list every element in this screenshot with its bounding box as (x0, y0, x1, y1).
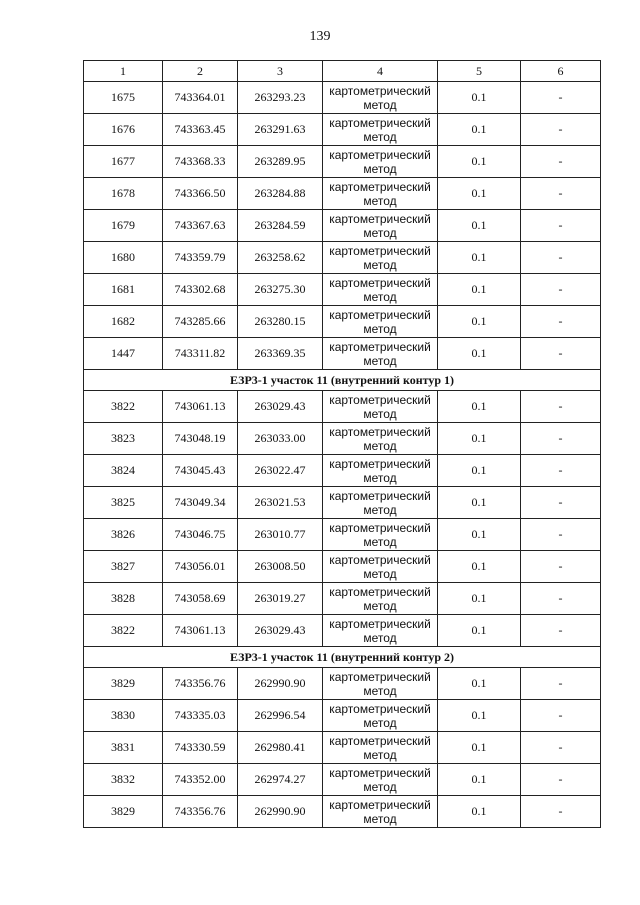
method-text-line1: картометрический (329, 211, 431, 226)
column-header: 5 (438, 61, 521, 82)
point-number-cell: 3831 (84, 732, 163, 764)
x-coordinate-cell: 743368.33 (163, 146, 238, 178)
method-cell (323, 274, 438, 306)
accuracy-cell: 0.1 (438, 423, 521, 455)
table-row (84, 423, 601, 455)
method-text-line2: метод (363, 97, 397, 112)
page-number: 139 (309, 29, 331, 44)
method-text-line1: картометрический (329, 456, 431, 471)
note-cell: - (521, 615, 601, 647)
method-cell (323, 338, 438, 370)
table-row (84, 114, 601, 146)
point-number-cell: 1676 (84, 114, 163, 146)
method-text-line2: метод (363, 225, 397, 240)
column-header: 2 (163, 61, 238, 82)
y-coordinate-cell: 263033.00 (238, 423, 323, 455)
x-coordinate-cell: 743058.69 (163, 583, 238, 615)
x-coordinate-cell: 743363.45 (163, 114, 238, 146)
y-coordinate-cell: 262996.54 (238, 700, 323, 732)
method-text-line2: метод (363, 566, 397, 581)
section-title: ЕЗР3-1 участок 11 (внутренний контур 1) (84, 370, 601, 391)
y-coordinate-cell: 263280.15 (238, 306, 323, 338)
method-text-line1: картометрический (329, 147, 431, 162)
x-coordinate-cell: 743048.19 (163, 423, 238, 455)
method-cell (323, 551, 438, 583)
note-cell: - (521, 423, 601, 455)
method-cell (323, 487, 438, 519)
note-cell: - (521, 114, 601, 146)
table-row (84, 338, 601, 370)
method-text-line2: метод (363, 406, 397, 421)
method-cell (323, 114, 438, 146)
accuracy-cell: 0.1 (438, 210, 521, 242)
table-row (84, 455, 601, 487)
accuracy-cell: 0.1 (438, 242, 521, 274)
accuracy-cell: 0.1 (438, 391, 521, 423)
y-coordinate-cell: 262980.41 (238, 732, 323, 764)
y-coordinate-cell: 262974.27 (238, 764, 323, 796)
method-text-line1: картометрический (329, 424, 431, 439)
x-coordinate-cell: 743366.50 (163, 178, 238, 210)
y-coordinate-cell: 262990.90 (238, 668, 323, 700)
method-cell (323, 519, 438, 551)
x-coordinate-cell: 743046.75 (163, 519, 238, 551)
method-text-line1: картометрический (329, 669, 431, 684)
method-cell (323, 615, 438, 647)
method-text-line2: метод (363, 438, 397, 453)
table-row (84, 700, 601, 732)
method-text-line2: метод (363, 161, 397, 176)
method-text-line1: картометрический (329, 733, 431, 748)
coordinates-table (83, 60, 601, 828)
table-row (84, 487, 601, 519)
point-number-cell: 3827 (84, 551, 163, 583)
point-number-cell: 3832 (84, 764, 163, 796)
note-cell: - (521, 700, 601, 732)
table-row (84, 583, 601, 615)
method-text-line2: метод (363, 353, 397, 368)
note-cell: - (521, 306, 601, 338)
method-text-line1: картометрический (329, 488, 431, 503)
method-text-line2: метод (363, 257, 397, 272)
column-number-row (84, 61, 601, 82)
accuracy-cell: 0.1 (438, 615, 521, 647)
point-number-cell: 1675 (84, 82, 163, 114)
note-cell: - (521, 391, 601, 423)
method-text-line2: метод (363, 534, 397, 549)
note-cell: - (521, 796, 601, 828)
note-cell: - (521, 178, 601, 210)
method-text-line1: картометрический (329, 339, 431, 354)
method-text-line2: метод (363, 811, 397, 826)
column-header: 6 (521, 61, 601, 82)
method-text-line1: картометрический (329, 392, 431, 407)
table-row (84, 668, 601, 700)
method-cell (323, 423, 438, 455)
method-cell (323, 796, 438, 828)
method-text-line2: метод (363, 715, 397, 730)
table-row (84, 210, 601, 242)
method-cell (323, 455, 438, 487)
method-cell (323, 210, 438, 242)
method-text-line2: метод (363, 502, 397, 517)
method-text-line2: метод (363, 129, 397, 144)
accuracy-cell: 0.1 (438, 455, 521, 487)
method-text-line1: картометрический (329, 797, 431, 812)
method-text-line2: метод (363, 630, 397, 645)
table-row (84, 732, 601, 764)
column-header: 1 (84, 61, 163, 82)
point-number-cell: 1447 (84, 338, 163, 370)
method-text-line1: картометрический (329, 616, 431, 631)
method-text-line2: метод (363, 289, 397, 304)
method-cell (323, 242, 438, 274)
accuracy-cell: 0.1 (438, 338, 521, 370)
method-text-line1: картометрический (329, 275, 431, 290)
x-coordinate-cell: 743049.34 (163, 487, 238, 519)
y-coordinate-cell: 263029.43 (238, 391, 323, 423)
accuracy-cell: 0.1 (438, 487, 521, 519)
note-cell: - (521, 274, 601, 306)
table-row (84, 764, 601, 796)
method-cell (323, 82, 438, 114)
method-text-line1: картометрический (329, 83, 431, 98)
y-coordinate-cell: 263289.95 (238, 146, 323, 178)
x-coordinate-cell: 743356.76 (163, 796, 238, 828)
x-coordinate-cell: 743335.03 (163, 700, 238, 732)
table-row (84, 306, 601, 338)
note-cell: - (521, 668, 601, 700)
y-coordinate-cell: 263275.30 (238, 274, 323, 306)
table-row (84, 82, 601, 114)
accuracy-cell: 0.1 (438, 519, 521, 551)
x-coordinate-cell: 743061.13 (163, 615, 238, 647)
y-coordinate-cell: 263022.47 (238, 455, 323, 487)
point-number-cell: 3826 (84, 519, 163, 551)
y-coordinate-cell: 263008.50 (238, 551, 323, 583)
method-text-line1: картометрический (329, 520, 431, 535)
section-title: ЕЗР3-1 участок 11 (внутренний контур 2) (84, 647, 601, 668)
point-number-cell: 3823 (84, 423, 163, 455)
y-coordinate-cell: 263369.35 (238, 338, 323, 370)
accuracy-cell: 0.1 (438, 668, 521, 700)
note-cell: - (521, 583, 601, 615)
table-row (84, 146, 601, 178)
y-coordinate-cell: 263019.27 (238, 583, 323, 615)
table-row (84, 178, 601, 210)
section-title-row (84, 647, 601, 668)
note-cell: - (521, 732, 601, 764)
point-number-cell: 3829 (84, 796, 163, 828)
accuracy-cell: 0.1 (438, 306, 521, 338)
accuracy-cell: 0.1 (438, 274, 521, 306)
accuracy-cell: 0.1 (438, 178, 521, 210)
note-cell: - (521, 242, 601, 274)
y-coordinate-cell: 263284.88 (238, 178, 323, 210)
table-row (84, 391, 601, 423)
y-coordinate-cell: 263284.59 (238, 210, 323, 242)
method-text-line2: метод (363, 747, 397, 762)
x-coordinate-cell: 743061.13 (163, 391, 238, 423)
method-text-line2: метод (363, 683, 397, 698)
method-cell (323, 668, 438, 700)
x-coordinate-cell: 743045.43 (163, 455, 238, 487)
point-number-cell: 1678 (84, 178, 163, 210)
x-coordinate-cell: 743311.82 (163, 338, 238, 370)
method-text-line2: метод (363, 193, 397, 208)
note-cell: - (521, 551, 601, 583)
accuracy-cell: 0.1 (438, 700, 521, 732)
y-coordinate-cell: 263258.62 (238, 242, 323, 274)
method-text-line1: картометрический (329, 179, 431, 194)
method-cell (323, 391, 438, 423)
accuracy-cell: 0.1 (438, 114, 521, 146)
method-text-line1: картометрический (329, 115, 431, 130)
point-number-cell: 1682 (84, 306, 163, 338)
method-text-line2: метод (363, 470, 397, 485)
method-text-line1: картометрический (329, 243, 431, 258)
point-number-cell: 3822 (84, 391, 163, 423)
x-coordinate-cell: 743364.01 (163, 82, 238, 114)
accuracy-cell: 0.1 (438, 82, 521, 114)
method-cell (323, 700, 438, 732)
column-header: 4 (323, 61, 438, 82)
table-row (84, 274, 601, 306)
y-coordinate-cell: 263010.77 (238, 519, 323, 551)
column-header: 3 (238, 61, 323, 82)
method-text-line2: метод (363, 321, 397, 336)
accuracy-cell: 0.1 (438, 551, 521, 583)
method-text-line1: картометрический (329, 584, 431, 599)
point-number-cell: 3824 (84, 455, 163, 487)
y-coordinate-cell: 262990.90 (238, 796, 323, 828)
note-cell: - (521, 519, 601, 551)
point-number-cell: 3822 (84, 615, 163, 647)
x-coordinate-cell: 743285.66 (163, 306, 238, 338)
method-cell (323, 306, 438, 338)
note-cell: - (521, 487, 601, 519)
method-cell (323, 764, 438, 796)
point-number-cell: 3830 (84, 700, 163, 732)
method-text-line2: метод (363, 598, 397, 613)
method-cell (323, 732, 438, 764)
x-coordinate-cell: 743302.68 (163, 274, 238, 306)
point-number-cell: 3829 (84, 668, 163, 700)
note-cell: - (521, 82, 601, 114)
table-row (84, 615, 601, 647)
point-number-cell: 1679 (84, 210, 163, 242)
method-text-line1: картометрический (329, 307, 431, 322)
x-coordinate-cell: 743359.79 (163, 242, 238, 274)
accuracy-cell: 0.1 (438, 146, 521, 178)
x-coordinate-cell: 743356.76 (163, 668, 238, 700)
point-number-cell: 1680 (84, 242, 163, 274)
y-coordinate-cell: 263029.43 (238, 615, 323, 647)
accuracy-cell: 0.1 (438, 732, 521, 764)
method-cell (323, 583, 438, 615)
note-cell: - (521, 764, 601, 796)
note-cell: - (521, 338, 601, 370)
table-row (84, 551, 601, 583)
y-coordinate-cell: 263291.63 (238, 114, 323, 146)
method-text-line2: метод (363, 779, 397, 794)
method-text-line1: картометрический (329, 552, 431, 567)
section-title-row (84, 370, 601, 391)
note-cell: - (521, 210, 601, 242)
table-row (84, 519, 601, 551)
note-cell: - (521, 455, 601, 487)
point-number-cell: 1681 (84, 274, 163, 306)
note-cell: - (521, 146, 601, 178)
accuracy-cell: 0.1 (438, 796, 521, 828)
x-coordinate-cell: 743056.01 (163, 551, 238, 583)
x-coordinate-cell: 743367.63 (163, 210, 238, 242)
y-coordinate-cell: 263293.23 (238, 82, 323, 114)
accuracy-cell: 0.1 (438, 583, 521, 615)
table-row (84, 242, 601, 274)
y-coordinate-cell: 263021.53 (238, 487, 323, 519)
method-text-line1: картометрический (329, 701, 431, 716)
method-cell (323, 146, 438, 178)
point-number-cell: 1677 (84, 146, 163, 178)
table-row (84, 796, 601, 828)
table-body (84, 61, 601, 828)
point-number-cell: 3828 (84, 583, 163, 615)
x-coordinate-cell: 743352.00 (163, 764, 238, 796)
x-coordinate-cell: 743330.59 (163, 732, 238, 764)
method-text-line1: картометрический (329, 765, 431, 780)
method-cell (323, 178, 438, 210)
point-number-cell: 3825 (84, 487, 163, 519)
accuracy-cell: 0.1 (438, 764, 521, 796)
